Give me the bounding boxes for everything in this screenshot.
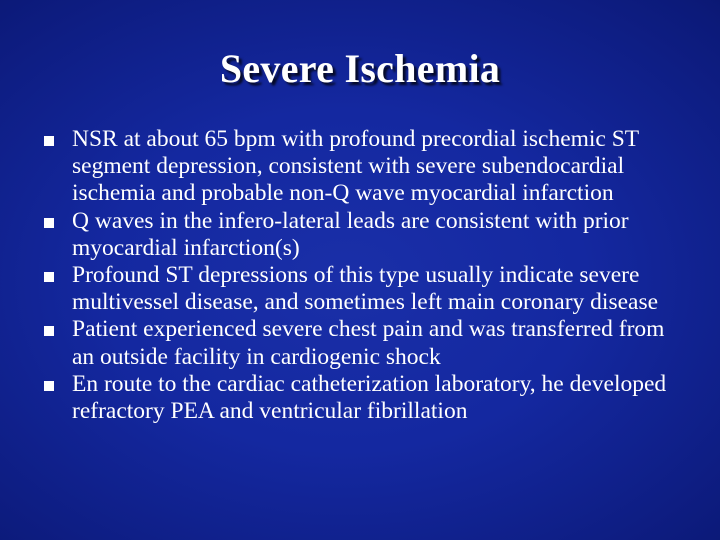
bullet-item — [42, 208, 692, 262]
square-bullet-icon — [44, 326, 54, 336]
slide-title: Severe Ischemia — [219, 46, 501, 91]
square-bullet-icon — [44, 136, 54, 146]
bullet-text: En route to the cardiac catheterization laboratory, he developed refractory PEA and ventricular fibrillation — [72, 370, 667, 425]
square-bullet-icon — [44, 381, 54, 391]
square-bullet-icon — [44, 272, 54, 282]
bullet-text: NSR at about 65 bpm with profound precordial ischemic ST segment depression, consistent with severe subendocardial ischemia and probable non-Q wave myocardial infarction — [72, 126, 639, 207]
bullet-text: Q waves in the infero-lateral leads are consistent with prior myocardial infarction(s) — [72, 207, 629, 261]
square-bullet-icon — [44, 218, 54, 228]
bullet-item — [42, 262, 692, 316]
bullet-text: Profound ST depressions of this type usually indicate severe multivessel disease, and sometimes left main coronary disease — [72, 262, 659, 316]
bullet-item — [42, 316, 692, 370]
bullet-item — [42, 371, 692, 425]
bullet-item — [42, 126, 692, 208]
bullet-text: Patient experienced severe chest pain and was transferred from an outside facility in cardiogenic shock — [72, 316, 665, 370]
bullet-list — [42, 126, 692, 425]
